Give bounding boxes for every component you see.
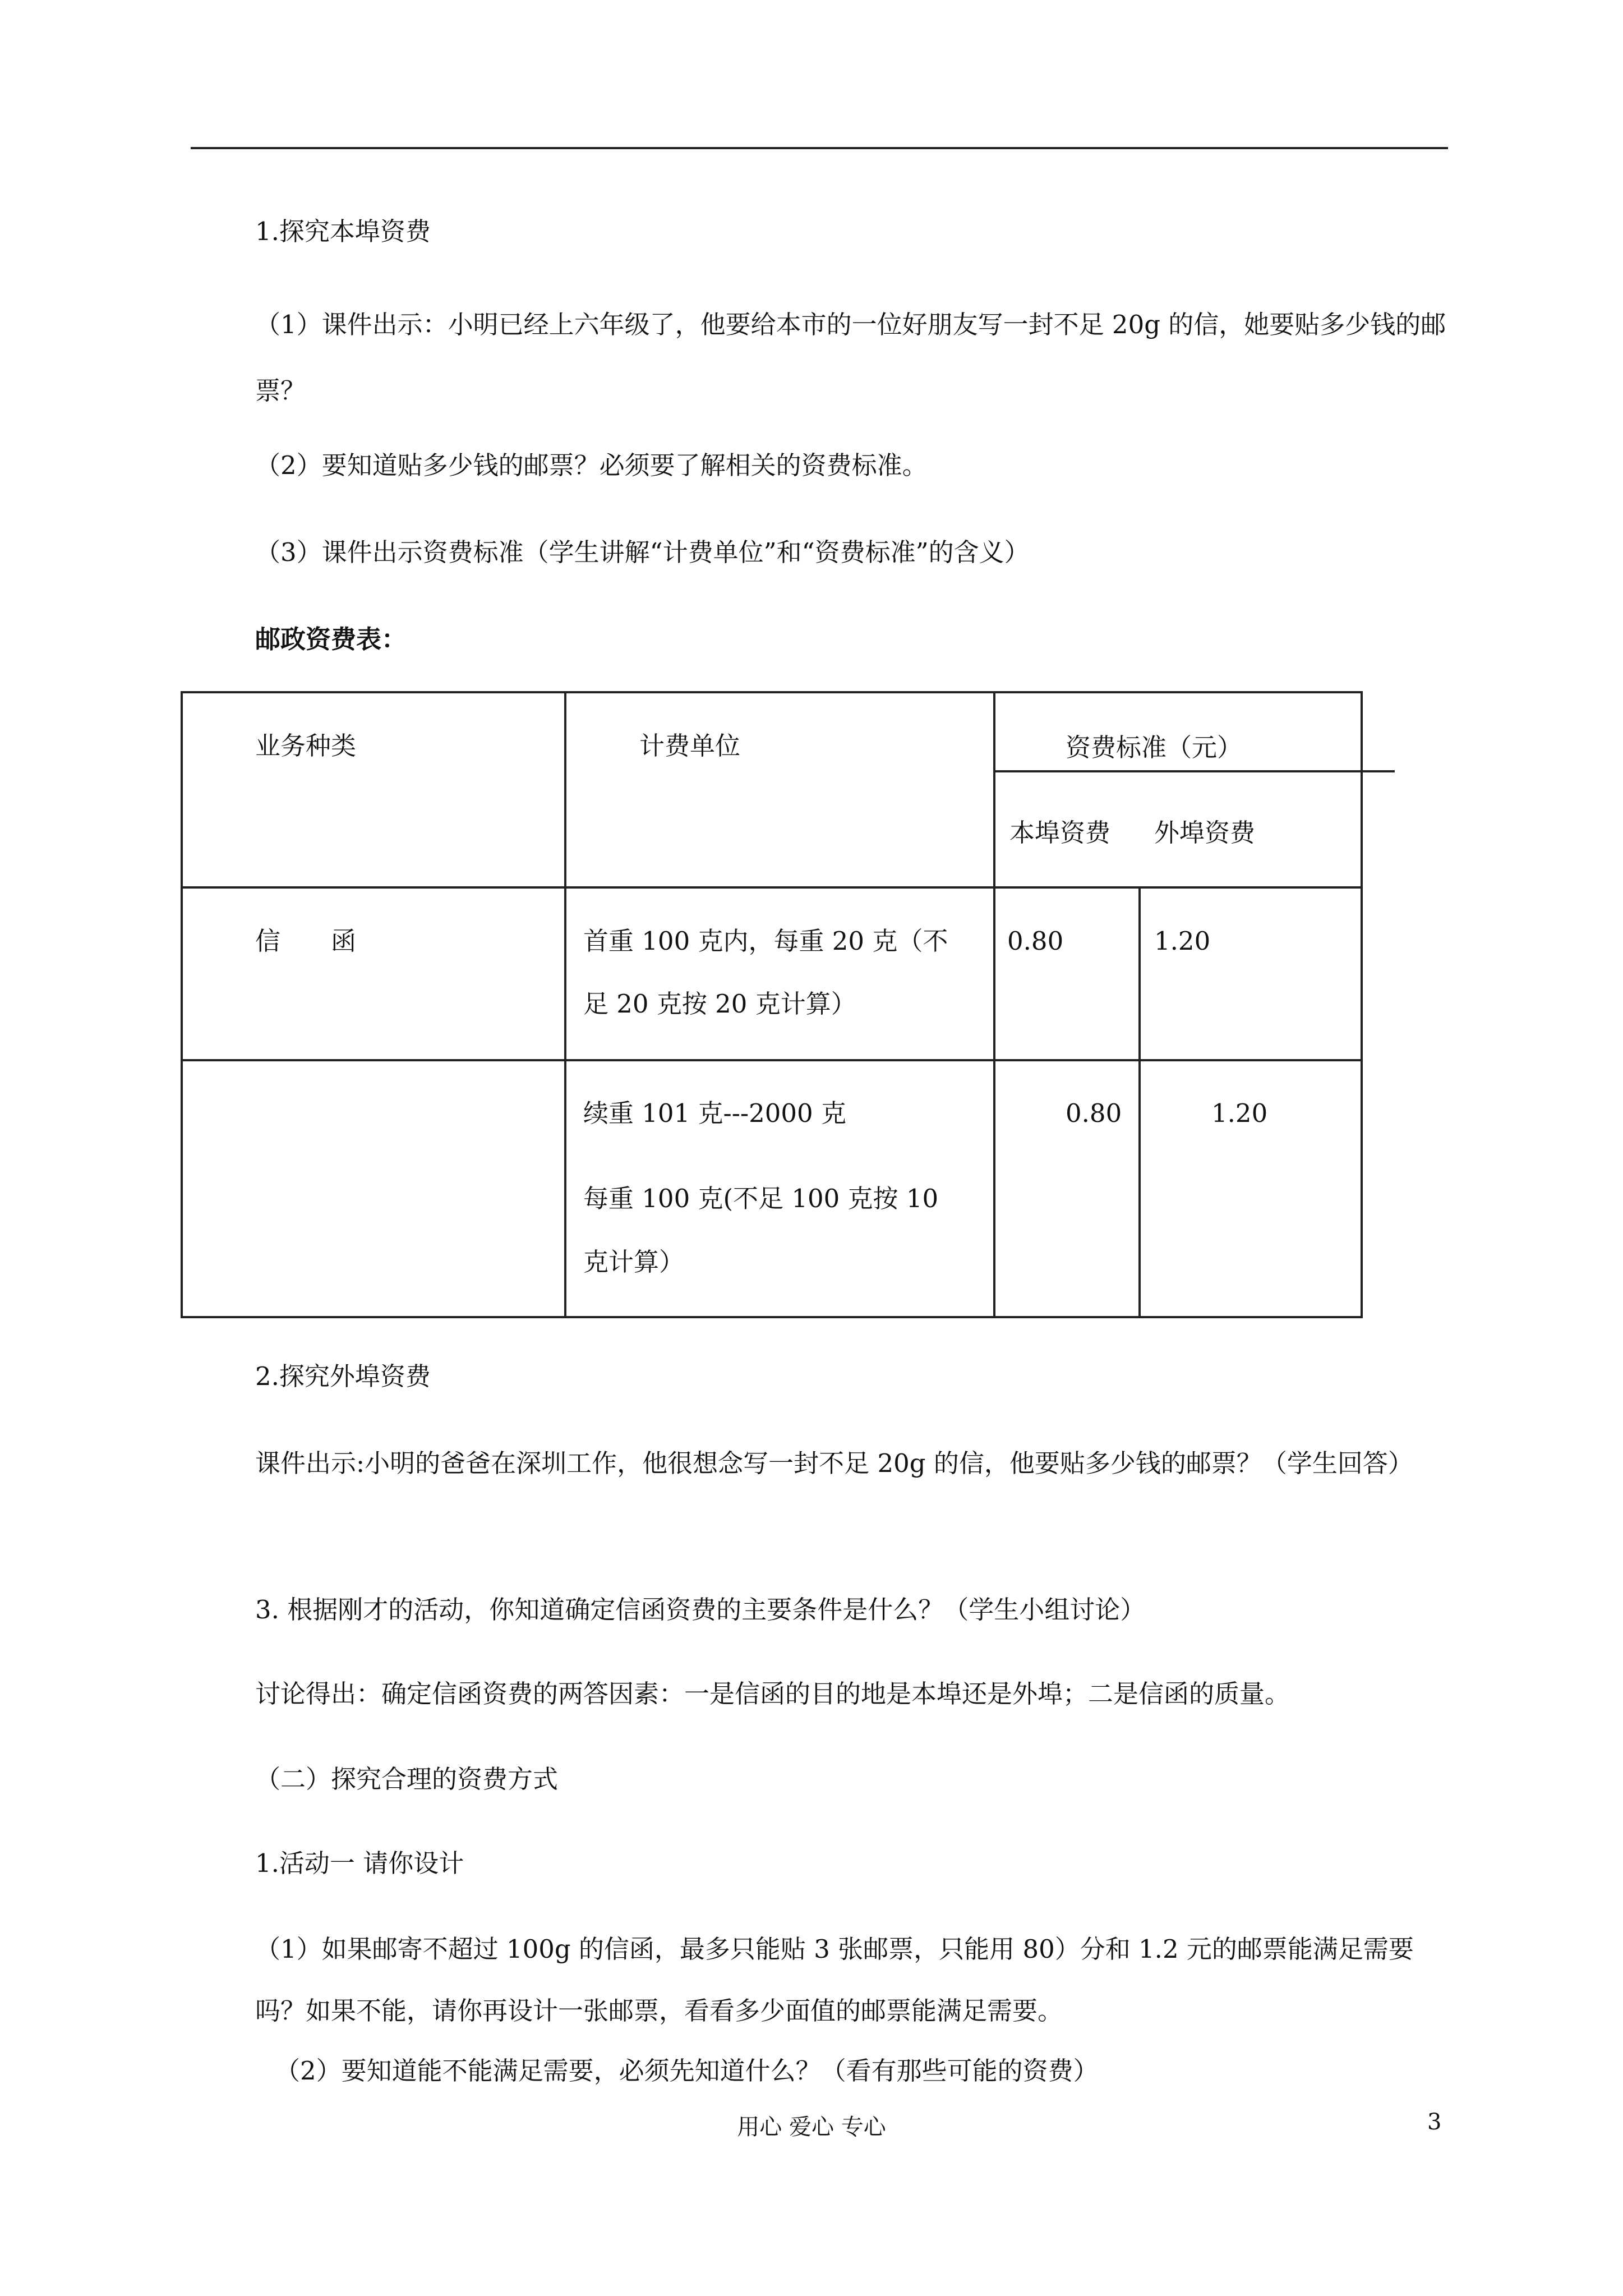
table-border-right (1361, 691, 1363, 1318)
header-rule (191, 147, 1448, 149)
table-col-line-3 (1138, 886, 1141, 1318)
row2-unit-line2: 每重 100 克(不足 100 克按 10 (583, 1184, 939, 1213)
page-number: 3 (1427, 2109, 1442, 2135)
section-2-title: 2.探究外埠资费 (255, 1361, 431, 1391)
section-1-paragraph-1: （1）课件出示：小明已经上六年级了，他要给本市的一位好朋友写一封不足 20g 的信，她要贴多少钱的邮票？ (255, 310, 1446, 406)
table-col-line-1 (564, 691, 566, 1318)
row2-unit-line1: 续重 101 克---2000 克 (583, 1098, 846, 1128)
table-row-line-1 (181, 886, 1363, 889)
row2-local: 0.80 (1066, 1098, 1122, 1128)
header-category: 业务种类 (255, 731, 357, 761)
row1-nonlocal: 1.20 (1154, 926, 1211, 956)
table-border-left (181, 691, 183, 1318)
table-title: 邮政资费表： (255, 624, 407, 654)
section-2-paragraph-1: 课件出示:小明的爸爸在深圳工作，他很想念写一封不足 20g 的信，他要贴多少钱的邮票？（学生回答） (255, 1448, 1413, 1478)
header-nonlocal: 外埠资费 (1154, 818, 1256, 848)
section-3-paragraph-2: 讨论得出：确定信函资费的两答因素：一是信函的目的地是本埠还是外埠；二是信函的质量。 (255, 1679, 1290, 1709)
row1-unit-line1: 首重 100 克内，每重 20 克（不 (583, 926, 948, 956)
row1-local: 0.80 (1007, 926, 1064, 956)
part-2-title: （二）探究合理的资费方式 (255, 1764, 559, 1794)
table-border-top (181, 691, 1363, 693)
table-subheader-line (995, 770, 1395, 772)
section-1-paragraph-2: （2）要知道贴多少钱的邮票？必须要了解相关的资费标准。 (255, 450, 928, 480)
header-local: 本埠资费 (1009, 818, 1111, 848)
row2-unit-line3: 克计算） (583, 1247, 685, 1277)
row1-category: 信 函 (255, 926, 357, 956)
table-col-line-2 (993, 691, 995, 1318)
row1-unit-line2: 足 20 克按 20 克计算） (583, 989, 856, 1019)
row2-nonlocal: 1.20 (1211, 1098, 1268, 1128)
activity-1-paragraph-2: （2）要知道能不能满足需要，必须先知道什么？（看有那些可能的资费） (275, 2056, 1099, 2086)
table-border-bottom (181, 1316, 1363, 1318)
header-standard: 资费标准（元） (1066, 733, 1243, 762)
activity-1-title: 1.活动一 请你设计 (255, 1848, 464, 1878)
header-unit: 计费单位 (639, 731, 741, 761)
activity-1-paragraph-1: （1）如果邮寄不超过 100g 的信函，最多只能贴 3 张邮票，只能用 80）分和 1.2 元的邮票能满足需要吗？如果不能，请你再设计一张邮票，看看多少面值的邮票能满足需要。 (255, 1934, 1414, 2026)
section-1-title: 1.探究本埠资费 (255, 217, 431, 246)
section-1-paragraph-3: （3）课件出示资费标准（学生讲解“计费单位”和“资费标准”的含义） (255, 537, 1030, 567)
section-3-paragraph-1: 3. 根据刚才的活动，你知道确定信函资费的主要条件是什么？（学生小组讨论） (255, 1595, 1146, 1625)
footer-motto: 用心 爱心 专心 (737, 2114, 886, 2140)
table-row-line-2 (181, 1059, 1363, 1061)
